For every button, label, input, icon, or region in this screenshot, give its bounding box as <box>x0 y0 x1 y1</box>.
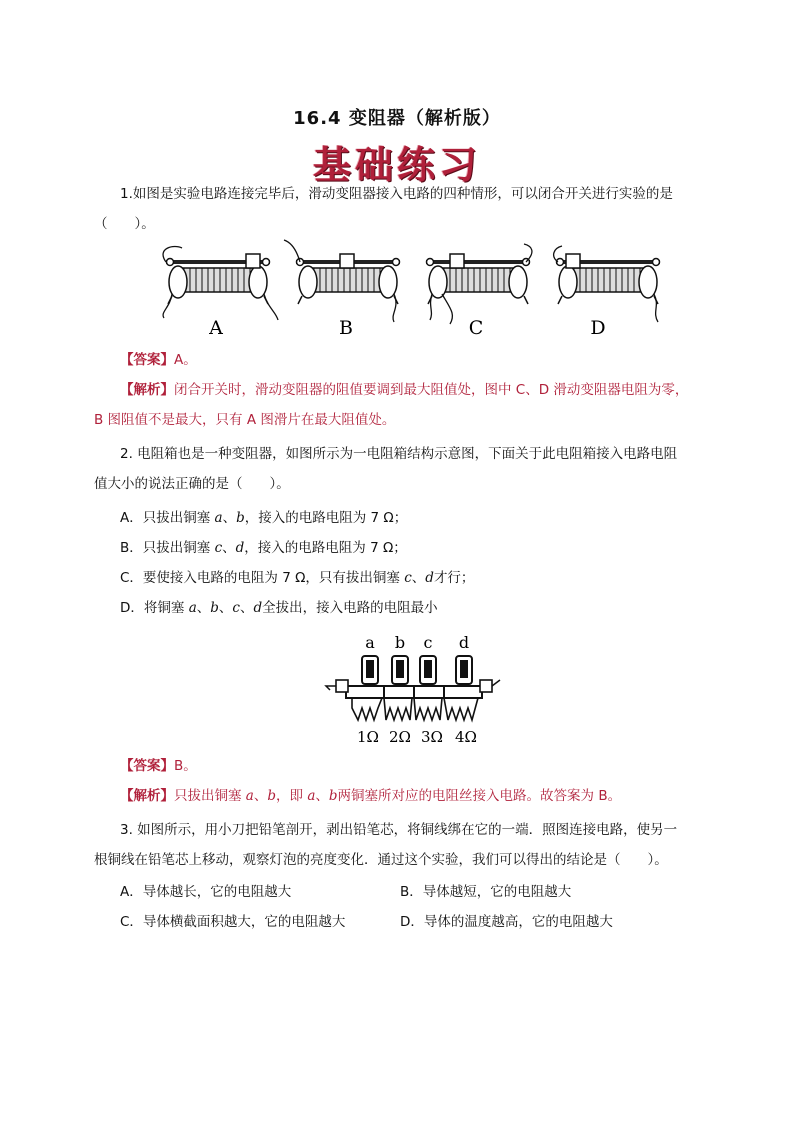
opt-var: c <box>214 540 223 556</box>
rheostat-a <box>163 247 278 320</box>
opt-var: a <box>214 510 223 526</box>
opt-sep: 、 <box>411 570 426 586</box>
q3-stem-line1: 3. 如图所示，用小刀把铅笔剖开，剥出铅笔芯，将铜线绑在它的一端．照图连接电路，使另一 <box>120 822 678 838</box>
analysis-text: 闭合开关时，滑动变阻器的阻值要调到最大阻值处，图中 C、D 滑动变阻器电阻为零， <box>174 382 689 398</box>
answer-value: A。 <box>174 352 197 368</box>
document-title: 16.4 变阻器（解析版） <box>293 108 501 129</box>
opt-text: ，接入的电路电阻为 7 Ω； <box>244 510 408 526</box>
plug-label-d: d <box>458 633 470 652</box>
q2-stem-line2: 值大小的说法正确的是（ ）。 <box>94 476 290 492</box>
analysis-var: a <box>245 788 254 804</box>
q2-option-c <box>120 568 702 588</box>
opt-var: c <box>232 600 240 616</box>
resistor-label-4: 4Ω <box>455 728 477 746</box>
q3-option-b: B．导体越短，它的电阻越大 <box>400 884 572 900</box>
figure-label-a: A <box>209 317 223 339</box>
opt-var: a <box>188 600 197 616</box>
analysis-tag: 【解析】 <box>120 382 174 398</box>
opt-text: D．将铜塞 <box>120 600 189 616</box>
figure-label-b: B <box>339 317 353 339</box>
q1-stem-line1: 1.如图是实验电路连接完毕后，滑动变阻器接入电路的四种情形，可以闭合开关进行实验的是 <box>120 186 673 202</box>
opt-var: d <box>235 540 245 556</box>
rheostat-b <box>284 240 400 322</box>
opt-text: 才行； <box>433 570 475 586</box>
opt-text: ，接入的电路电阻为 7 Ω； <box>244 540 407 556</box>
analysis-text: ，即 <box>276 788 308 804</box>
q2-option-d <box>120 598 702 618</box>
q3-option-c: C．导体横截面积越大，它的电阻越大 <box>120 914 346 930</box>
answer-tag: 【答案】 <box>120 352 174 368</box>
analysis-var: b <box>267 788 277 804</box>
q2-stem-line1: 2. 电阻箱也是一种变阻器，如图所示为一电阻箱结构示意图，下面关于此电阻箱接入电路电阻 <box>120 446 678 462</box>
q3-option-a: A．导体越长，它的电阻越大 <box>120 884 292 900</box>
opt-var: b <box>236 510 245 526</box>
opt-var: b <box>210 600 219 616</box>
answer-tag: 【答案】 <box>120 758 174 774</box>
opt-sep: 、 <box>218 600 233 616</box>
rheostat-c <box>426 244 532 324</box>
q1-analysis-line2: B 图阻值不是最大，只有 A 图滑片在最大阻值处。 <box>94 412 396 428</box>
q1-answer <box>120 350 702 370</box>
rheostat-d <box>554 246 660 322</box>
opt-text: A．只拔出铜塞 <box>120 510 215 526</box>
resistor-label-2: 2Ω <box>389 728 411 746</box>
analysis-var: a <box>307 788 316 804</box>
answer-value: B。 <box>174 758 197 774</box>
opt-sep: 、 <box>222 510 237 526</box>
figure-label-c: C <box>468 317 484 339</box>
analysis-sep: 、 <box>315 788 329 804</box>
opt-sep: 、 <box>222 540 236 556</box>
analysis-text: 两铜塞所对应的电阻丝接入电路。故答案为 B。 <box>337 788 622 804</box>
opt-text: C．要使接入电路的电阻为 7 Ω，只有拔出铜塞 <box>120 570 405 586</box>
analysis-tag: 【解析】 <box>120 788 174 804</box>
plug-label-b: b <box>394 633 406 652</box>
q1-rheostat-figures <box>160 238 680 342</box>
analysis-text: 只拔出铜塞 <box>174 788 246 804</box>
plug-label-c: c <box>423 633 433 652</box>
figure-label-d: D <box>590 317 606 339</box>
q1-stem-line2: （ ）。 <box>94 216 155 232</box>
q2-option-b <box>120 538 702 558</box>
resistor-label-1: 1Ω <box>357 728 379 746</box>
q2-resistance-box-figure <box>322 630 502 748</box>
q2-answer <box>120 756 702 776</box>
resistor-label-3: 3Ω <box>421 728 443 746</box>
q3-option-d: D．导体的温度越高，它的电阻越大 <box>400 914 613 930</box>
analysis-var: b <box>328 788 338 804</box>
opt-sep: 、 <box>239 600 254 616</box>
opt-text: 全拔出，接入电路的电阻最小 <box>262 600 438 616</box>
q2-option-a <box>120 508 702 528</box>
opt-var: c <box>404 570 412 586</box>
opt-var: d <box>253 600 263 616</box>
plug-label-a: a <box>365 633 375 652</box>
opt-text: B．只拔出铜塞 <box>120 540 215 556</box>
opt-sep: 、 <box>196 600 211 616</box>
q3-stem-line2: 根铜线在铅笔芯上移动，观察灯泡的亮度变化．通过这个实验，我们可以得出的结论是（ ）。 <box>94 852 668 868</box>
q2-analysis <box>120 786 702 806</box>
analysis-sep: 、 <box>253 788 268 804</box>
opt-var: d <box>425 570 434 586</box>
section-banner: 基础练习 <box>312 142 481 187</box>
q1-analysis-line1 <box>120 380 702 400</box>
